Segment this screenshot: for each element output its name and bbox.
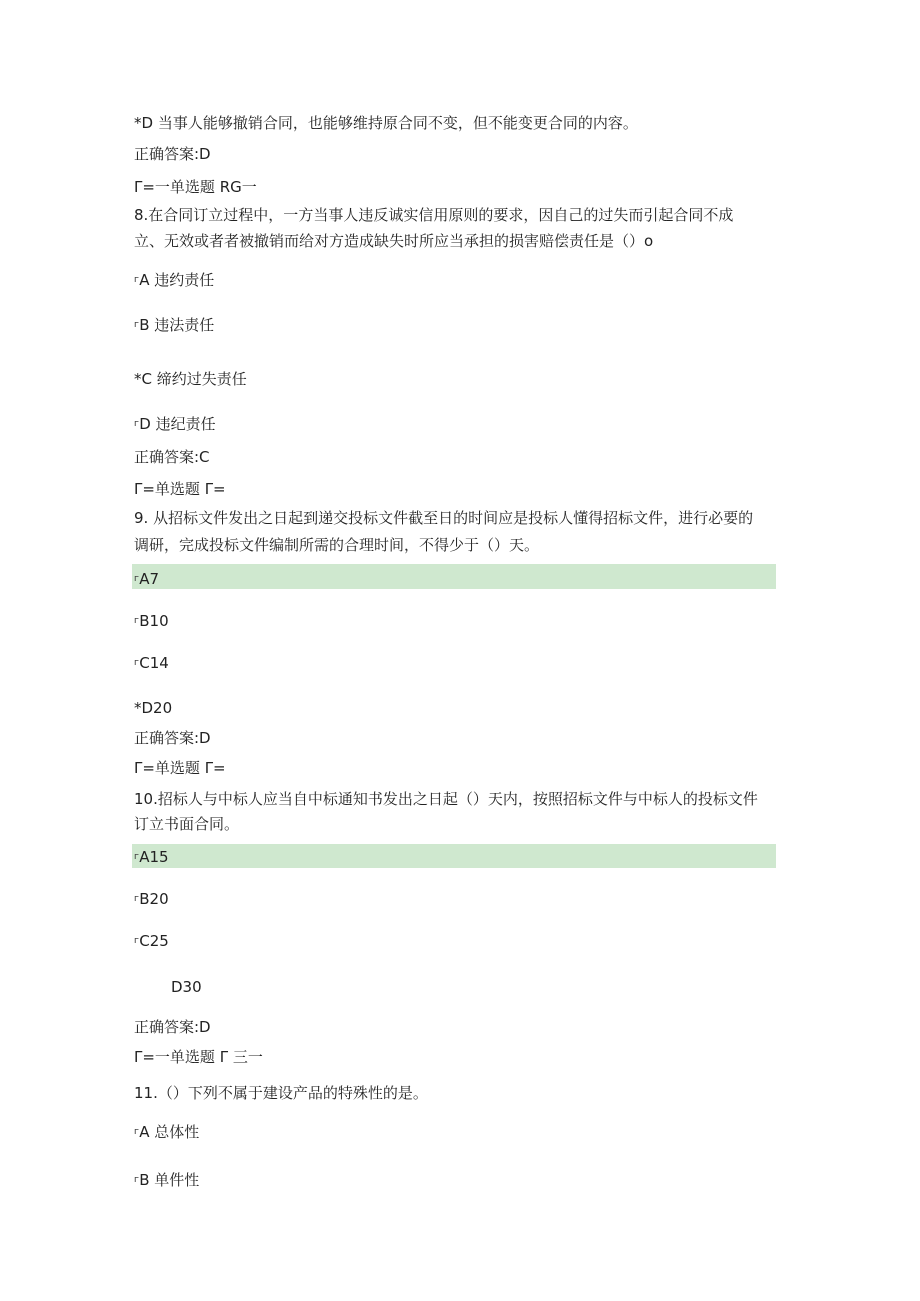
option-highlight [132,564,776,589]
option-label: B 单件性 [139,1171,200,1189]
option-label: A7 [139,570,160,588]
option-label: B20 [139,890,169,908]
answer-q8: 正确答案:C [134,448,210,466]
question-9-text: 9. 从招标文件发出之日起到递交投标文件截至日的时间应是投标人懂得招标文件，进行必要的 [134,509,754,527]
radio-icon: ᴦ [134,419,140,429]
question-8-text-cont: 立、无效或者者被撤销而给对方造成缺失时所应当承担的损害赔偿责任是（）o [134,232,654,250]
option-label: C14 [139,654,169,672]
option-q7-d[interactable]: *D 当事人能够撤销合同，也能够维持原合同不变，但不能变更合同的内容。 [134,114,638,132]
option-highlight [132,844,776,868]
option-label: B 违法责任 [139,316,215,334]
radio-icon: ᴦ [134,1175,140,1185]
radio-icon: ᴦ [134,320,140,330]
radio-icon: ᴦ [134,936,140,946]
answer-q9: 正确答案:D [134,729,211,747]
question-type-header: Γ=单选题 Γ= [134,480,226,498]
option-label: A15 [139,848,169,866]
option-q10-b[interactable] [134,889,169,909]
radio-icon: ᴦ [134,1127,140,1137]
radio-icon: ᴦ [134,574,140,584]
option-label: A 违约责任 [139,271,215,289]
question-11-text: 11.（）下列不属于建设产品的特殊性的是。 [134,1084,428,1102]
question-type-header: Γ=一单选题 RG一 [134,178,257,196]
answer-q7: 正确答案:D [134,145,211,163]
option-q11-a[interactable] [134,1122,199,1142]
option-q9-b[interactable] [134,611,169,631]
radio-icon: ᴦ [134,852,140,862]
option-q8-d[interactable] [134,414,216,434]
question-9-text-cont: 调研，完成投标文件编制所需的合理时间，不得少于（）天。 [134,536,540,554]
radio-icon: ᴦ [134,894,140,904]
radio-icon: ᴦ [134,616,140,626]
answer-q10: 正确答案:D [134,1018,211,1036]
option-label: D 违纪责任 [139,415,216,433]
radio-icon: ᴦ [134,275,140,285]
question-type-header: Γ=单选题 Γ= [134,759,226,777]
option-q9-d[interactable]: *D20 [134,699,173,717]
option-label: A 总体性 [139,1123,200,1141]
option-label: C25 [139,932,169,950]
option-q10-a[interactable] [134,847,169,867]
option-q10-c[interactable] [134,931,169,951]
option-q8-a[interactable] [134,270,214,290]
option-label: B10 [139,612,169,630]
option-q8-c[interactable]: *C 缔约过失责任 [134,370,247,388]
question-10-text-cont: 订立书面合同。 [134,815,240,833]
option-q9-a[interactable] [134,569,159,589]
option-q9-c[interactable] [134,653,169,673]
question-type-header: Γ=一单选题 Γ 三一 [134,1048,263,1066]
question-8-text: 8.在合同订立过程中，一方当事人违反诚实信用原则的要求，因自己的过失而引起合同不成 [134,206,734,224]
question-10-text: 10.招标人与中标人应当自中标通知书发出之日起（）天内，按照招标文件与中标人的投标文件 [134,790,758,808]
radio-icon: ᴦ [134,658,140,668]
option-q11-b[interactable] [134,1170,199,1190]
option-q8-b[interactable] [134,315,214,335]
option-q10-d[interactable]: D30 [171,978,202,996]
